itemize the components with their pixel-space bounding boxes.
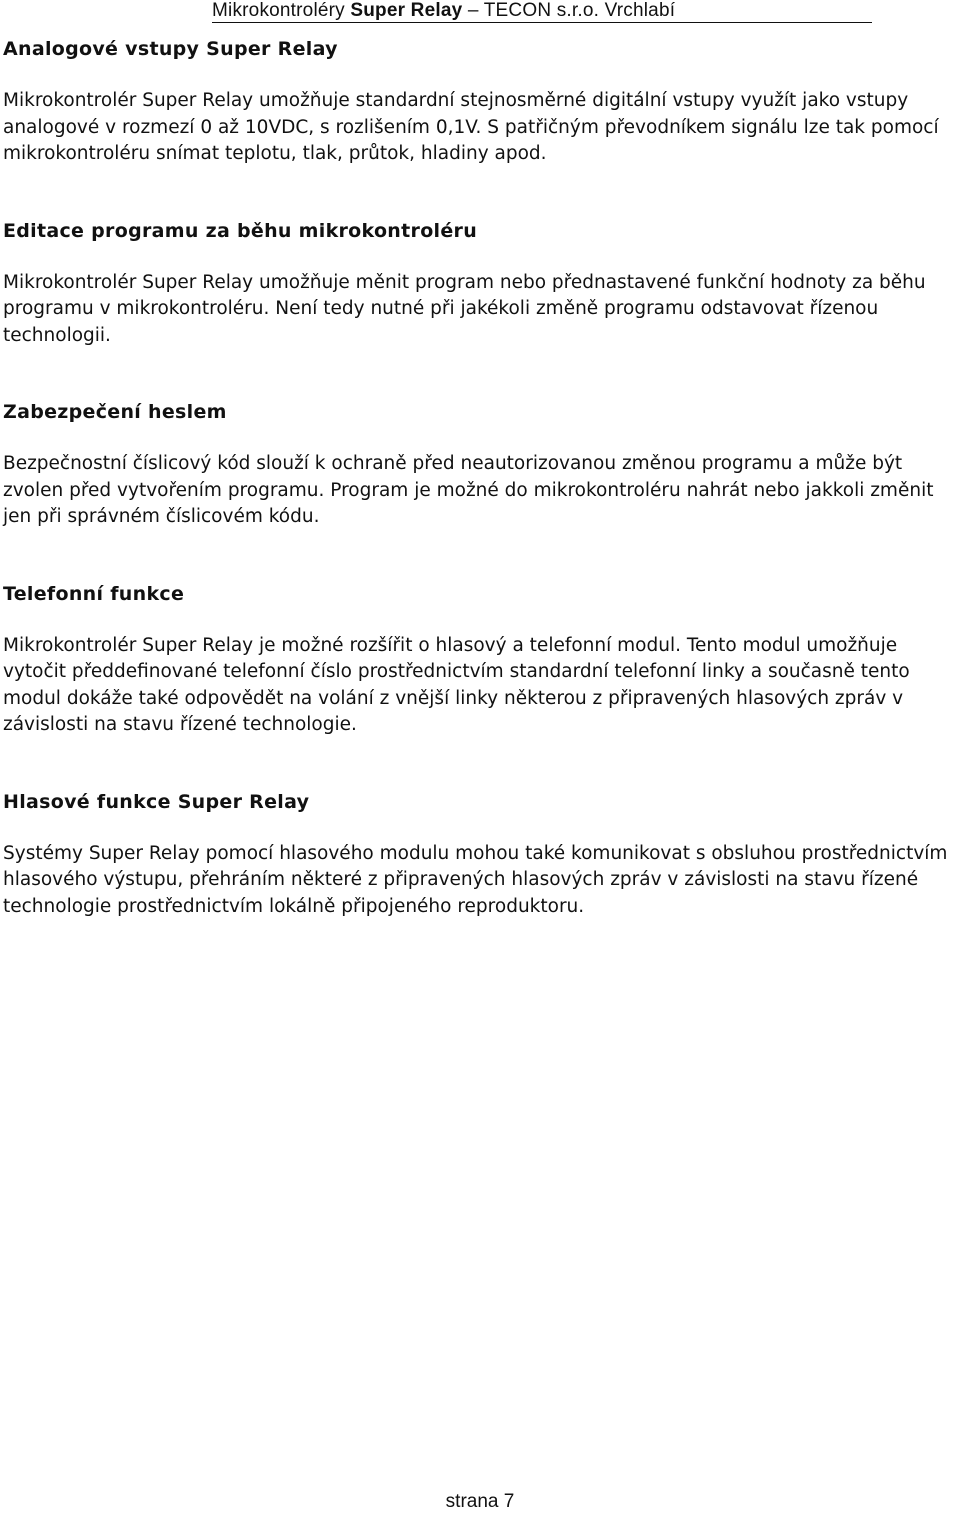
section-title: Zabezpečení heslem bbox=[3, 401, 227, 423]
section-paragraph: Systémy Super Relay pomocí hlasového modulu mohou také komunikovat s obsluhou prostřednictvím hlasového výstupu, přehráním některé z připravených hlasových zpráv v závislosti na stavu řízené technologie prostřednictvím lokálně připojeného reproduktoru. bbox=[3, 842, 948, 917]
section-paragraph: Mikrokontrolér Super Relay umožňuje standardní stejnosměrné digitální vstupy využít jako vstupy analogové v rozmezí 0 až 10VDC, s rozlišením 0,1V. S patřičným převodníkem signálu lze tak pomocí mikrokontroléru snímat teplotu, tlak, průtok, hladiny apod. bbox=[3, 90, 939, 164]
section-analog-inputs bbox=[3, 36, 955, 168]
running-header bbox=[212, 0, 872, 23]
section-title: Analogové vstupy Super Relay bbox=[3, 38, 338, 60]
section-runtime-editing bbox=[3, 218, 955, 350]
section-password-protection bbox=[3, 399, 955, 531]
section-paragraph: Bezpečnostní číslicový kód slouží k ochraně před neautorizovanou změnou programu a může být zvolen před vytvořením programu. Program je možné do mikrokontroléru nahrát nebo jakkoli změnit jen při správném číslicovém kódu. bbox=[3, 453, 934, 527]
header-suffix: – TECON s.r.o. Vrchlabí bbox=[462, 0, 676, 21]
section-paragraph: Mikrokontrolér Super Relay umožňuje měnit program nebo přednastavené funkční hodnoty za běhu programu v mikrokontroléru. Není tedy nutné při jakékoli změně programu odstavovat řízenou technologii. bbox=[3, 271, 926, 346]
section-title: Hlasové funkce Super Relay bbox=[3, 790, 310, 813]
page-content bbox=[3, 36, 955, 920]
section-title: Editace programu za běhu mikrokontroléru bbox=[3, 219, 478, 242]
section-voice-functions bbox=[3, 789, 955, 921]
section-paragraph: Mikrokontrolér Super Relay je možné rozšířit o hlasový a telefonní modul. Tento modul umožňuje vytočit předdefinované telefonní číslo prostřednictvím standardní telefonní linky a současně tento modul dokáže také odpovědět na volání z vnější linky některou z připravených hlasových zpráv v závislosti na stavu řízené technologie. bbox=[3, 634, 910, 735]
header-prefix: Mikrokontroléry bbox=[212, 0, 351, 21]
section-title: Telefonní funkce bbox=[3, 582, 185, 605]
header-brand: Super Relay bbox=[350, 0, 463, 21]
page-number: strana 7 bbox=[445, 1491, 515, 1512]
section-phone-functions bbox=[3, 581, 955, 739]
